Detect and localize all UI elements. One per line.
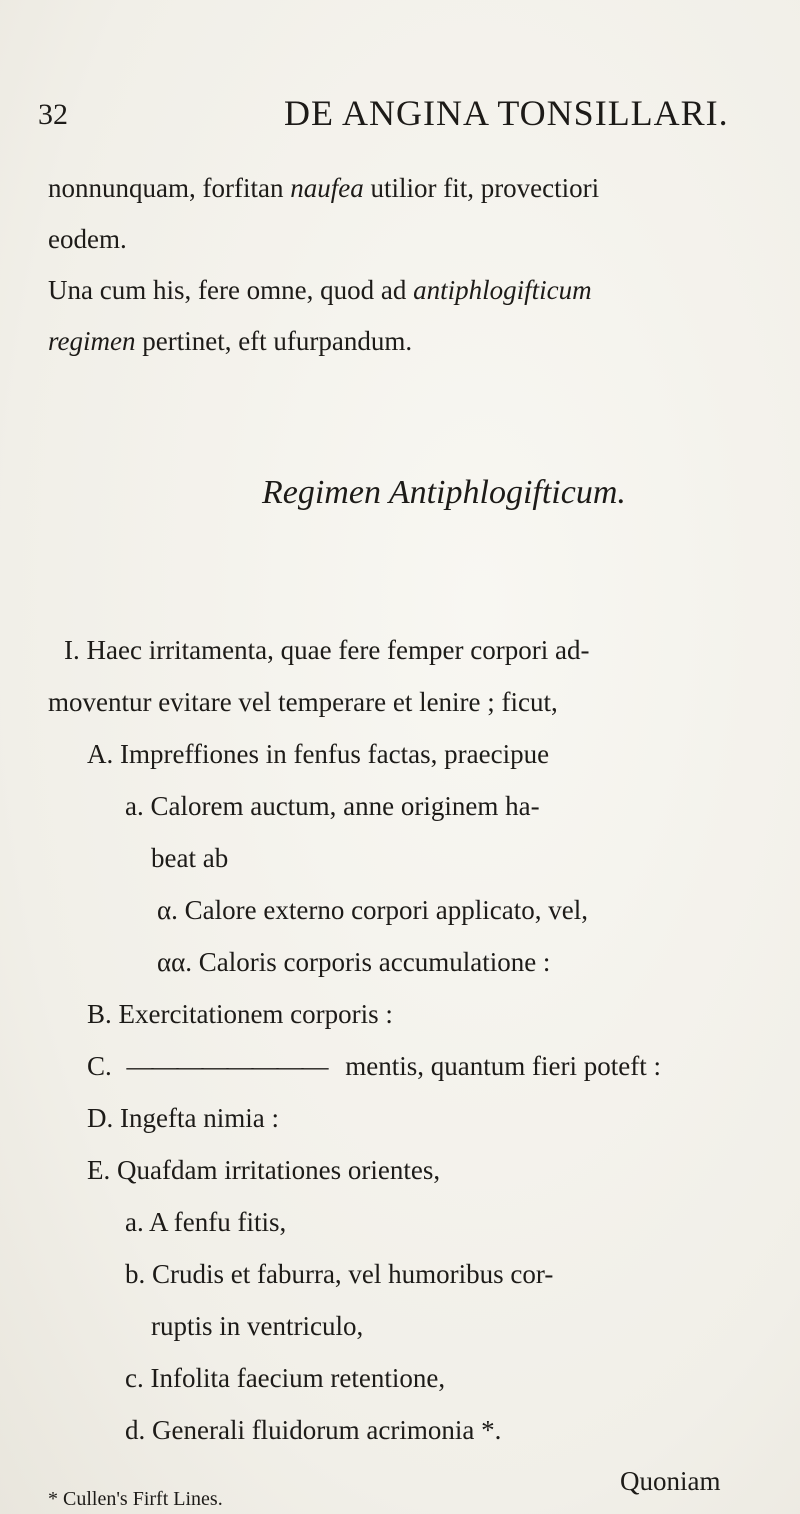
- running-head: DE ANGINA TONSILLARI.: [284, 93, 729, 133]
- ditto-dash: ————————: [126, 1051, 327, 1081]
- text-segment: mentis, quantum fieri poteft :: [345, 1051, 661, 1081]
- text-line: [48, 175, 599, 202]
- italic-term: antiphlogifticum: [413, 275, 592, 305]
- paragraph-line: I. Haec irritamenta, quae fere femper corpori ad-: [64, 635, 590, 665]
- list-item-alpha: α. Calore externo corpori applicato, vel,: [157, 895, 588, 925]
- list-item-alpha-alpha: αα. Caloris corporis accumulatione :: [157, 947, 551, 977]
- list-item-E: E. Quafdam irritationes orientes,: [87, 1155, 441, 1185]
- catchword: Quoniam: [620, 1466, 721, 1496]
- list-item-A-a: a. Calorem auctum, anne originem ha-: [125, 791, 540, 821]
- list-item-E-c: c. Infolita faecium retentione,: [125, 1363, 446, 1393]
- item-label: C.: [87, 1051, 112, 1081]
- text-segment: utilior fit, provectiori: [363, 173, 600, 203]
- list-item-continuation: beat ab: [151, 843, 229, 873]
- text-segment: nonnunquam, forfitan: [48, 173, 291, 203]
- list-item-C: [87, 1053, 661, 1080]
- italic-term: naufea: [290, 173, 364, 203]
- text-segment: Una cum his, fere omne, quod ad: [48, 275, 414, 305]
- paragraph-line: moventur evitare vel temperare et lenire ; ficut,: [48, 687, 558, 717]
- text-segment: pertinet, eft ufurpandum.: [135, 326, 413, 356]
- list-item-continuation: ruptis in ventriculo,: [151, 1311, 364, 1341]
- list-item-D: D. Ingefta nimia :: [87, 1103, 279, 1133]
- text-line: [48, 277, 592, 304]
- italic-term: regimen: [48, 326, 136, 356]
- footnote: * Cullen's Firft Lines.: [48, 1488, 223, 1510]
- text-line: [48, 328, 412, 355]
- list-item-A: A. Impreffiones in fenfus factas, praecipue: [87, 739, 550, 769]
- list-item-E-b: b. Crudis et faburra, vel humoribus cor-: [125, 1259, 554, 1289]
- list-item-E-d: d. Generali fluidorum acrimonia *.: [125, 1415, 502, 1445]
- section-heading: Regimen Antiphlogifticum.: [262, 474, 626, 511]
- list-item-B: B. Exercitationem corporis :: [87, 999, 393, 1029]
- text-line: eodem.: [48, 224, 127, 254]
- list-item-E-a: a. A fenfu fitis,: [125, 1207, 287, 1237]
- page-number: 32: [38, 98, 68, 131]
